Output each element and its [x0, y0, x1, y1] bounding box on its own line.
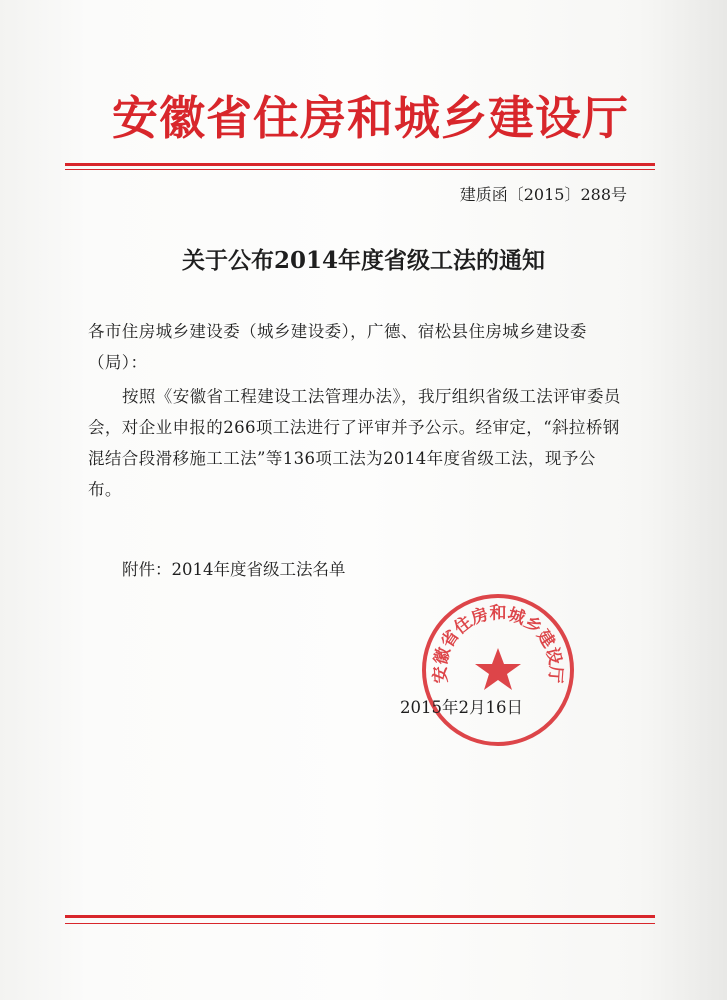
official-seal	[418, 590, 578, 750]
seal-star-icon	[475, 648, 521, 690]
seal-graphic	[418, 590, 578, 750]
document-number: 建质函〔2015〕288号	[459, 185, 627, 204]
footer-red-rule-thin	[65, 923, 655, 924]
header-red-rule-thin	[65, 169, 655, 170]
salutation-paragraph: 各市住房城乡建设委（城乡建设委），广德、宿松县住房城乡建设委（局）：	[88, 322, 587, 372]
issue-date: 2015年2月16日	[400, 698, 523, 717]
attachment-line: 附件：2014年度省级工法名单	[122, 560, 346, 579]
body-paragraph: 按照《安徽省工程建设工法管理办法》，我厅组织省级工法评审委员会，对企业申报的266项工法进行了评审并予公示。经审定，“斜拉桥钢混结合段滑移施工工法”等136项工法为2014年度省级工法，现予公布。	[88, 387, 621, 499]
notice-title: 关于公布2014年度省级工法的通知	[181, 247, 545, 274]
footer-red-rule	[65, 915, 655, 918]
seal-text: 安徽省住房和城乡建设厅	[430, 603, 566, 684]
issuer-header: 安徽省住房和城乡建设厅	[112, 91, 629, 145]
header-red-rule	[65, 163, 655, 166]
